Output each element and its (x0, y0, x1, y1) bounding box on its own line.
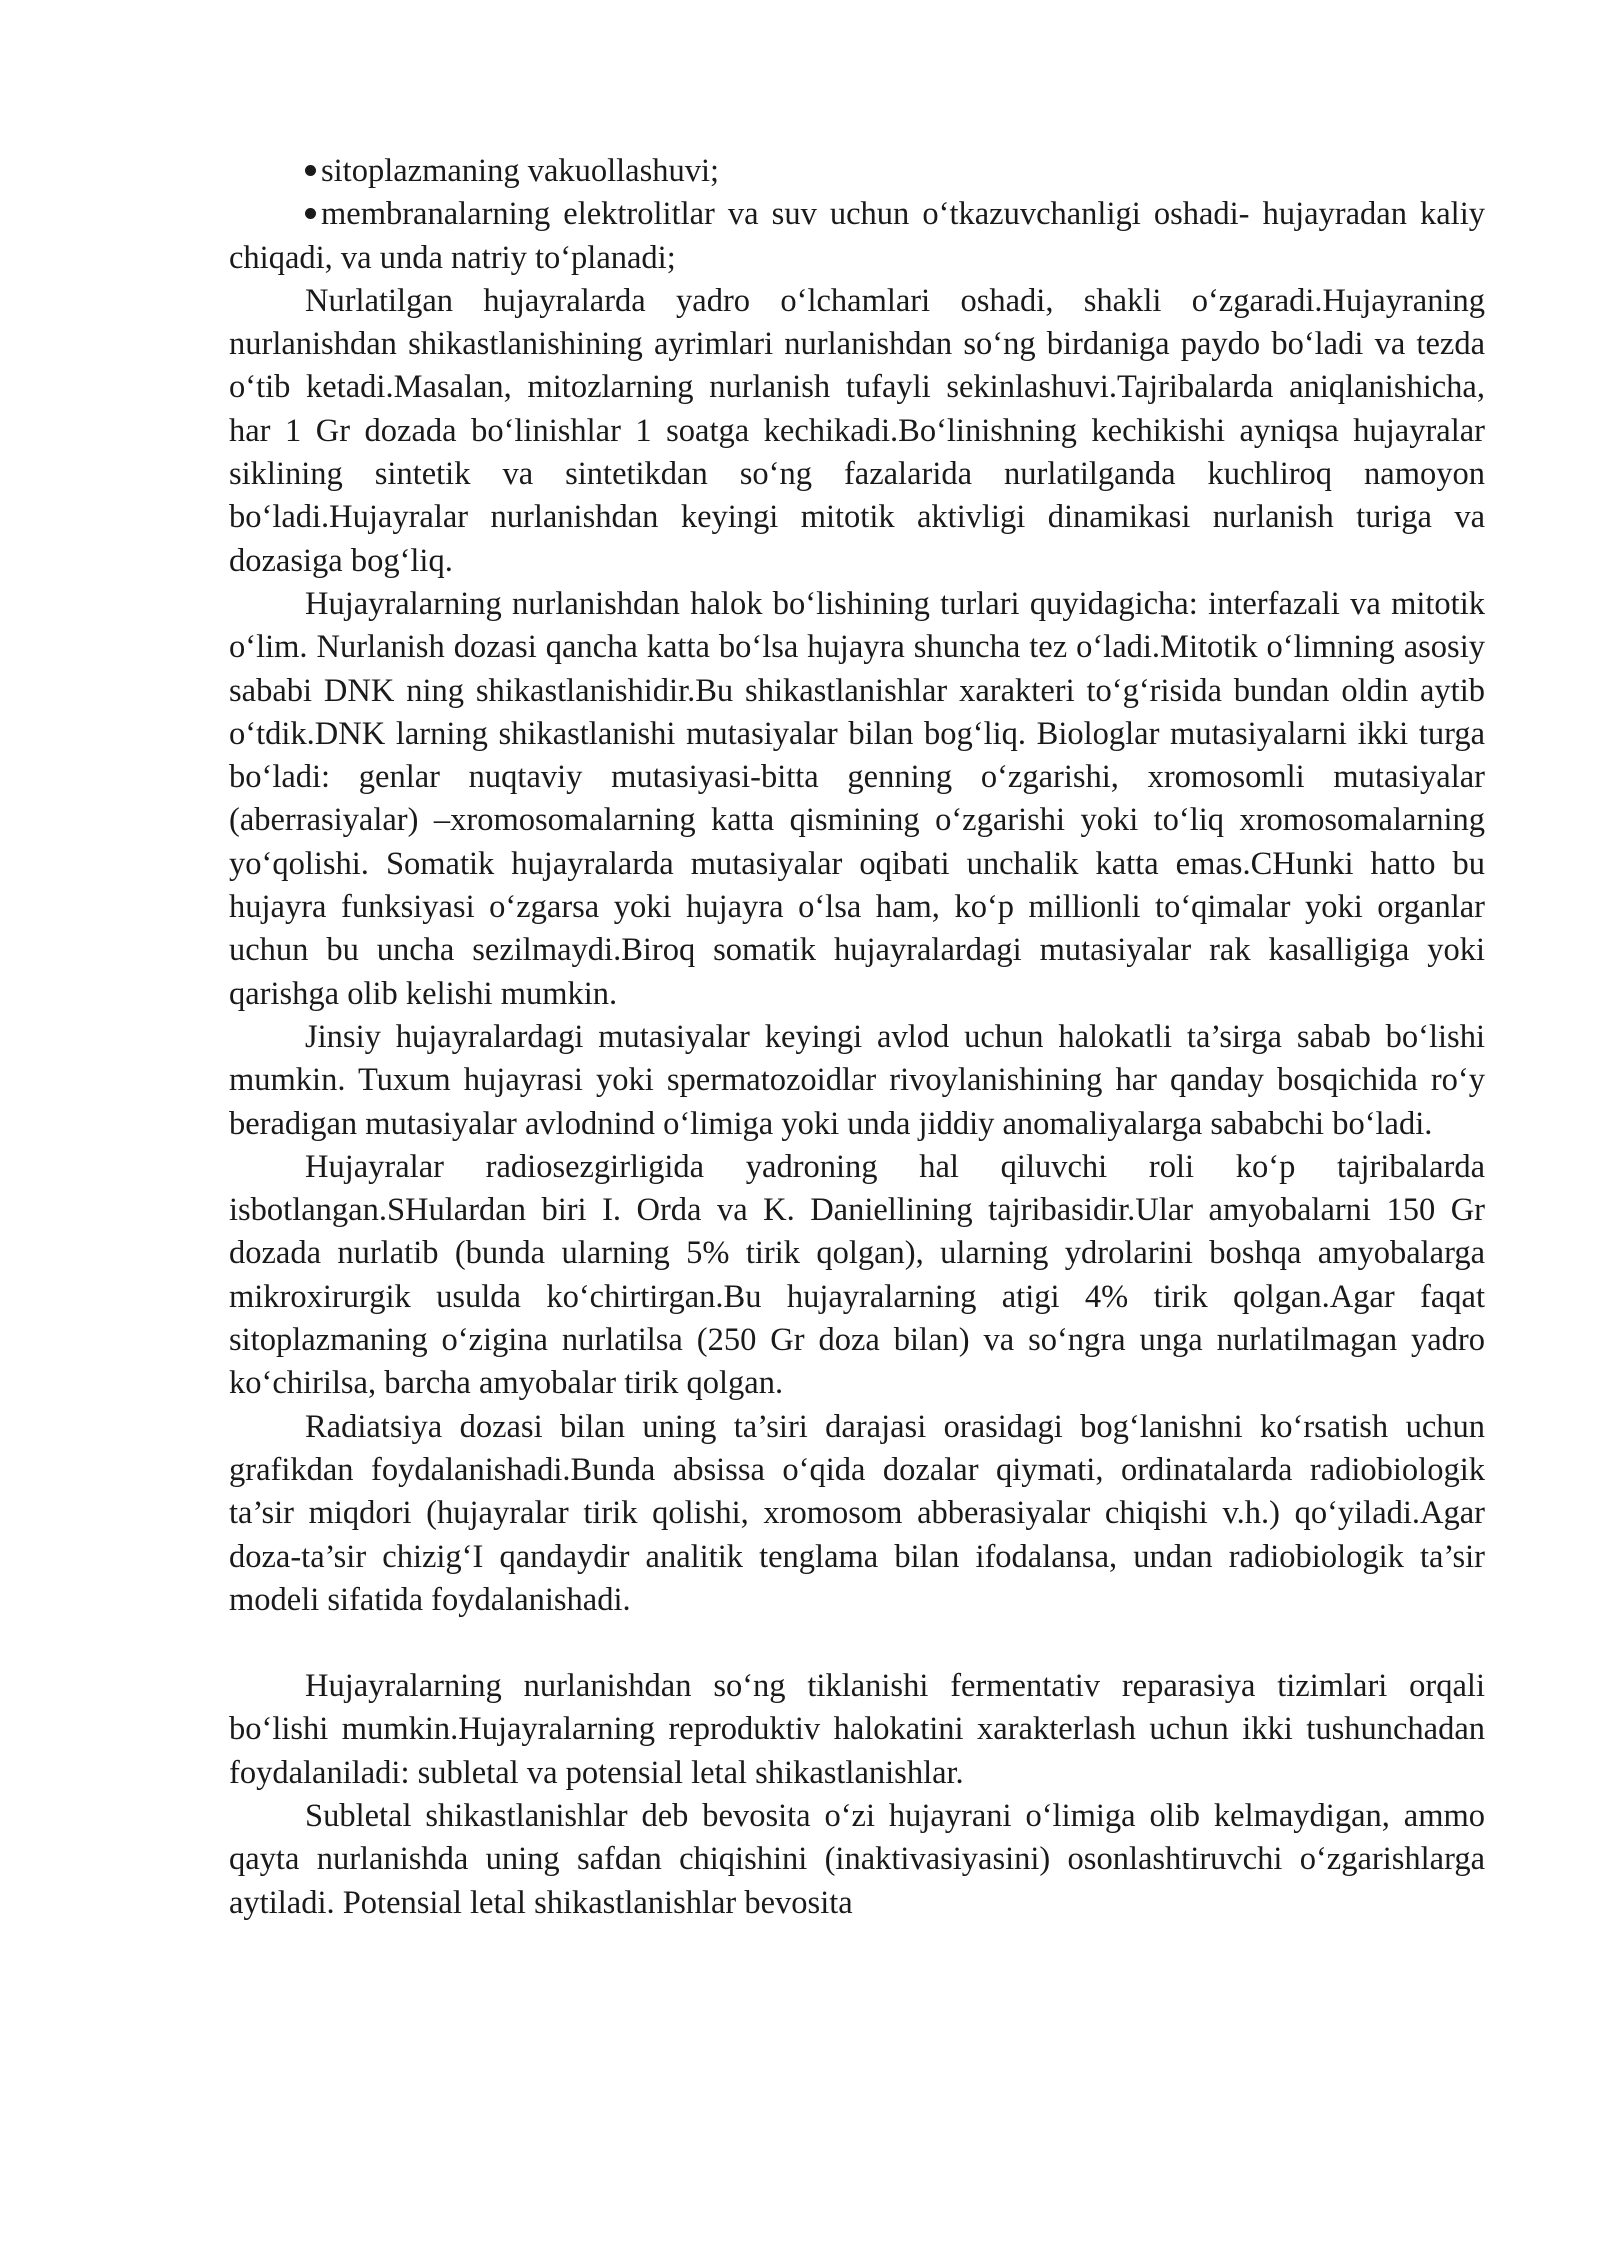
paragraph-sublethal-damage: Subletal shikastlanishlar deb bevosita o‘zi hujayrani o‘limiga olib kelmaydigan, ammo qayta nurlanishda uning safdan chiqishini (inaktivasiyasini) osonlashtiruvchi o‘zgarishlarga aytiladi. Potensial letal shikastlanishlar bevosita (229, 1797, 1485, 1921)
bullet-text-1: sitoplazmaning vakuollashuvi; (321, 153, 720, 189)
bullet-icon (305, 208, 316, 219)
paragraph-cell-repair: Hujayralarning nurlanishdan so‘ng tiklanishi fermentativ reparasiya tizimlari orqali bo‘lishi mumkin.Hujayralarning reproduktiv halokatini xarakterlash uchun ikki tushunchadan foydalaniladi: subletal va potensial letal shikastlanishlar. (229, 1668, 1485, 1791)
paragraph-nucleus-radiosensitivity: Hujayralar radiosezgirligida yadroning hal qiluvchi roli ko‘p tajribalarda isbotlangan.SHulardan biri I. Orda va K. Daniellining tajribasidir.Ular amyobalarni 150 Gr dozada nurlatib (bunda ularning 5% tirik qolgan), ularning ydrolarini boshqa amyobalarga mikroxirurgik usulda ko‘chirtirgan.Bu hujayralarning atigi 4% tirik qolgan.Agar faqat sitoplazmaning o‘zigina nurlatilsa (250 Gr doza bilan) va so‘ngra unga nurlatilmagan yadro ko‘chirilsa, barcha amyobalar tirik qolgan. (229, 1148, 1485, 1402)
paragraph-nuclear-changes: Nurlatilgan hujayralarda yadro o‘lchamlari oshadi, shakli o‘zgaradi.Hujayraning nurlanishdan shikastlanishining ayrimlari nurlanishdan so‘ng birdaniga paydo bo‘ladi va tezda o‘tib ketadi.Masalan, mitozlarning nurlanish tufayli sekinlashuvi.Tajribalarda aniqlanishicha, har 1 Gr dozada bo‘linishlar 1 soatga kechikadi.Bo‘linishning kechikishi ayniqsa hujayralar siklining sintetik va sintetikdan so‘ng fazalarida nurlatilganda kuchliroq namoyon bo‘ladi.Hujayralar nurlanishdan keyingi mitotik aktivligi dinamikasi nurlanish turiga va dozasiga bog‘liq. (229, 282, 1485, 579)
paragraph-dose-effect-graph: Radiatsiya dozasi bilan uning ta’siri darajasi orasidagi bog‘lanishni ko‘rsatish uchun grafikdan foydalanishadi.Bunda absissa o‘qida dozalar qiymati, ordinatalarda radiobiologik ta’sir miqdori (hujayralar tirik qolishi, xromosom abberasiyalar chiqishi v.h.) qo‘yiladi.Agar doza-ta’sir chizig‘I qandaydir analitik tenglama bilan ifodalansa, undan radiobiologik ta’sir modeli sifatida foydalanishadi. (229, 1408, 1485, 1618)
bullet-text-2: membranalarning elektrolitlar va suv uchun o‘tkazuvchanligi oshadi- hujayradan kaliy chiqadi, va unda natriy to‘planadi; (229, 196, 1485, 276)
bullet-item-1 (229, 150, 1485, 193)
bullet-icon (305, 165, 316, 176)
bullet-item-2 (229, 193, 1485, 280)
paragraph-germ-cell-mutations: Jinsiy hujayralardagi mutasiyalar keyingi avlod uchun halokatli ta’sirga sabab bo‘lishi mumkin. Tuxum hujayrasi yoki spermatozoidlar rivoylanishining har qanday bosqichida ro‘y beradigan mutasiyalar avlodnind o‘limiga yoki unda jiddiy anomaliyalarga sababchi bo‘ladi. (229, 1018, 1485, 1142)
document-page (229, 150, 1485, 1925)
paragraph-cell-death-types: Hujayralarning nurlanishdan halok bo‘lishining turlari quyidagicha: interfazali va mitotik o‘lim. Nurlanish dozasi qancha katta bo‘lsa hujayra shuncha tez o‘ladi.Mitotik o‘limning asosiy sababi DNK ning shikastlanishidir.Bu shikastlanishlar xarakteri to‘g‘risida bundan oldin aytib o‘tdik.DNK larning shikastlanishi mutasiyalar bilan bog‘liq. Biologlar mutasiyalarni ikki turga bo‘ladi: genlar nuqtaviy mutasiyasi-bitta genning o‘zgarishi, xromosomli mutasiyalar (aberrasiyalar) –xromosomalarning katta qismining o‘zgarishi yoki to‘liq xromosomalarning yo‘qolishi. Somatik hujayralarda mutasiyalar oqibati unchalik katta emas.CHunki hatto bu hujayra funksiyasi o‘zgarsa yoki hujayra o‘lsa ham, ko‘p millionli to‘qimalar yoki organlar uchun bu uncha sezilmaydi.Biroq somatik hujayralardagi mutasiyalar rak kasalligiga yoki qarishga olib kelishi mumkin. (229, 585, 1485, 1012)
paragraph-spacer (229, 1622, 1485, 1665)
